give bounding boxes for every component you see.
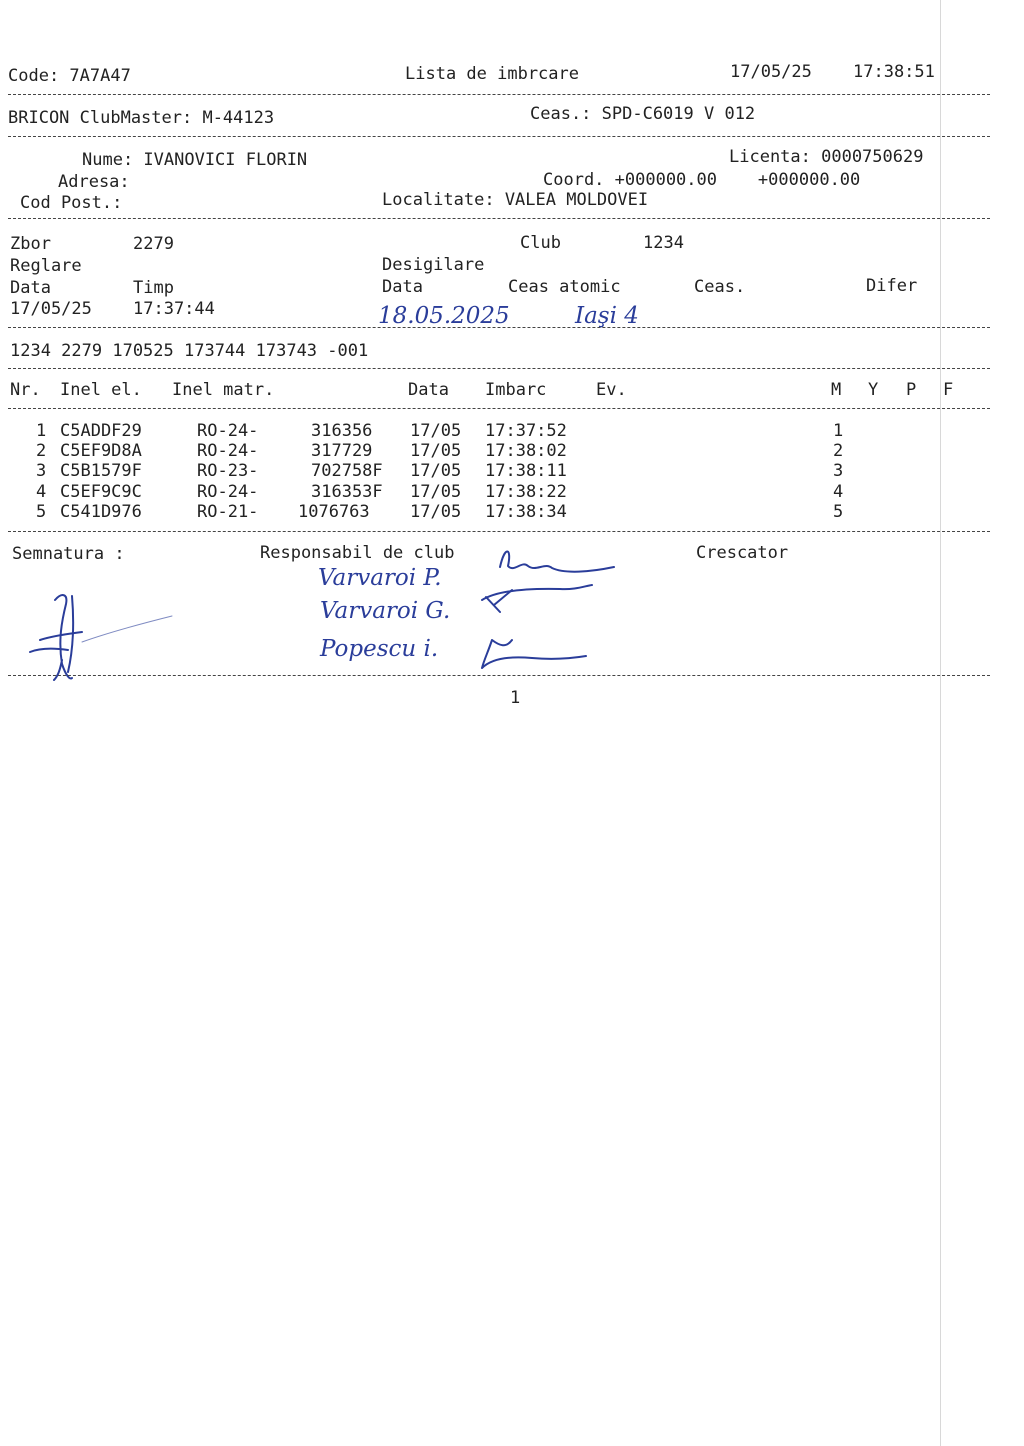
row-prefix: RO-21- <box>197 502 259 522</box>
clock-id: Ceas.: SPD-C6019 V 012 <box>530 104 756 124</box>
license-number: Licenta: 0000750629 <box>729 147 924 167</box>
row-nr: 2 <box>36 441 47 461</box>
col-ev: Ev. <box>596 380 627 400</box>
desigilare-data-label: Data <box>382 277 423 297</box>
handwritten-signatory: Popescu i. <box>320 636 439 662</box>
row-prefix: RO-24- <box>197 482 259 502</box>
col-nr: Nr. <box>10 380 41 400</box>
row-number: 316356 <box>311 421 373 441</box>
row-inel-el: C5EF9C9C <box>60 482 142 502</box>
document-title: Lista de imbrcare <box>405 64 579 84</box>
header-date: 17/05/25 <box>730 62 812 82</box>
timp-label: Timp <box>133 278 174 298</box>
row-date: 17/05 <box>410 441 462 461</box>
row-m: 3 <box>833 461 844 481</box>
club-value: 1234 <box>643 233 684 253</box>
zbor-value: 2279 <box>133 234 174 254</box>
row-date: 17/05 <box>410 482 462 502</box>
desigilare-label: Desigilare <box>382 255 485 275</box>
row-prefix: RO-24- <box>197 421 259 441</box>
row-inel-el: C5EF9D8A <box>60 441 142 461</box>
divider <box>8 675 990 676</box>
row-time: 17:38:34 <box>485 502 567 522</box>
row-m: 2 <box>833 441 844 461</box>
col-data: Data <box>408 380 449 400</box>
row-m: 4 <box>833 482 844 502</box>
locality: Localitate: VALEA MOLDOVEI <box>382 190 649 210</box>
row-prefix: RO-24- <box>197 441 259 461</box>
flight-code-line: 1234 2279 170525 173744 173743 -001 <box>10 341 369 361</box>
reglare-time: 17:37:44 <box>133 299 215 319</box>
handwritten-desigilare-date: 18.05.2025 <box>378 303 510 329</box>
col-m: M <box>831 380 842 400</box>
row-inel-el: C5ADDF29 <box>60 421 142 441</box>
row-nr: 1 <box>36 421 47 441</box>
row-number: 1076763 <box>298 502 370 522</box>
semnatura-label: Semnatura : <box>12 544 125 564</box>
row-time: 17:38:22 <box>485 482 567 502</box>
handwritten-signatory: Varvaroi P. <box>318 565 442 591</box>
ceas-atomic-label: Ceas atomic <box>508 277 621 297</box>
clubmaster-id: BRICON ClubMaster: M-44123 <box>8 108 275 128</box>
coordinates: Coord. +000000.00 +000000.00 <box>543 170 861 190</box>
postal-code-label: Cod Post.: <box>20 193 123 213</box>
difer-label: Difer <box>866 276 918 296</box>
row-nr: 4 <box>36 482 47 502</box>
row-m: 5 <box>833 502 844 522</box>
row-time: 17:38:11 <box>485 461 567 481</box>
col-p: P <box>906 380 917 400</box>
header-time: 17:38:51 <box>853 62 935 82</box>
signature-marks <box>0 0 1024 720</box>
address-label: Adresa: <box>58 172 130 192</box>
row-inel-el: C5B1579F <box>60 461 142 481</box>
reglare-label: Reglare <box>10 256 82 276</box>
row-time: 17:37:52 <box>485 421 567 441</box>
row-nr: 5 <box>36 502 47 522</box>
handwritten-signatory: Varvaroi G. <box>320 598 451 624</box>
crescator-label: Crescator <box>696 543 789 563</box>
data-label: Data <box>10 278 51 298</box>
col-f: F <box>943 380 954 400</box>
ceas-label: Ceas. <box>694 277 746 297</box>
row-m: 1 <box>833 421 844 441</box>
row-date: 17/05 <box>410 421 462 441</box>
row-nr: 3 <box>36 461 47 481</box>
col-y: Y <box>868 380 879 400</box>
row-number: 317729 <box>311 441 373 461</box>
row-date: 17/05 <box>410 502 462 522</box>
reglare-date: 17/05/25 <box>10 299 92 319</box>
row-date: 17/05 <box>410 461 462 481</box>
col-imbarc: Imbarc <box>485 380 547 400</box>
responsabil-label: Responsabil de club <box>260 543 455 563</box>
club-label: Club <box>520 233 561 253</box>
col-inel-matr: Inel matr. <box>172 380 275 400</box>
owner-name: Nume: IVANOVICI FLORIN <box>82 150 308 170</box>
handwritten-desigilare-place: Iaşi 4 <box>575 303 639 329</box>
zbor-label: Zbor <box>10 234 51 254</box>
row-number: 316353F <box>311 482 383 502</box>
row-prefix: RO-23- <box>197 461 259 481</box>
code-label: Code: 7A7A47 <box>8 66 131 86</box>
col-inel-el: Inel el. <box>60 380 142 400</box>
row-inel-el: C541D976 <box>60 502 142 522</box>
row-number: 702758F <box>311 461 383 481</box>
page-number: 1 <box>510 688 521 708</box>
row-time: 17:38:02 <box>485 441 567 461</box>
